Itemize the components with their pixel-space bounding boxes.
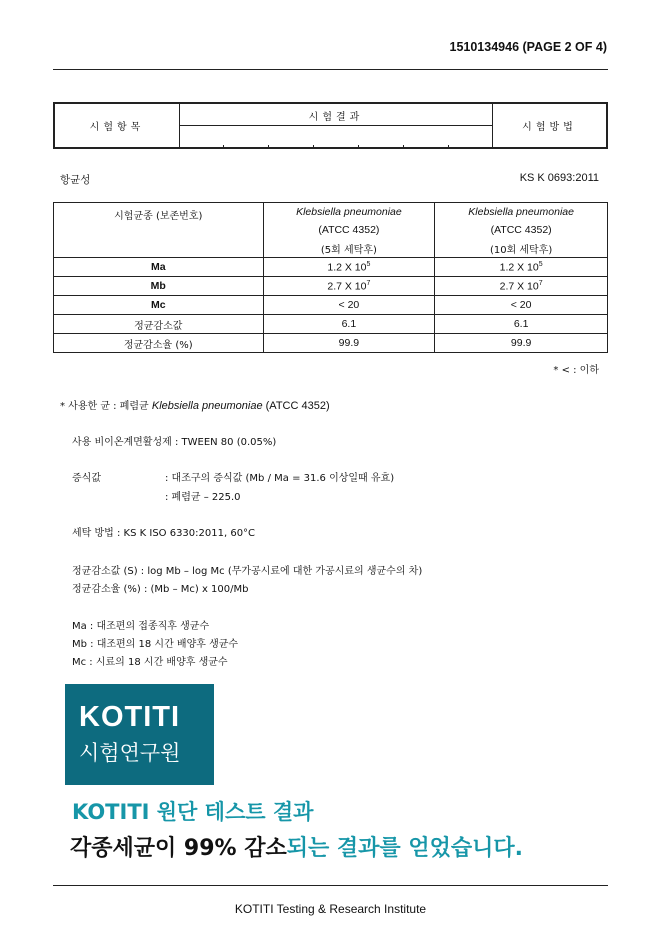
row-value-col1 <box>263 277 435 296</box>
note-organism-name: Klebsiella pneumoniae <box>151 400 263 412</box>
logo-english: KOTITI <box>79 701 181 733</box>
note-growth-line2: : 폐렴균 – 225.0 <box>165 492 241 503</box>
row-value-col1: < 20 <box>263 296 435 315</box>
page-id: 1510134946 (PAGE 2 OF 4) <box>449 40 607 54</box>
row-label: 정균감소값 <box>54 315 264 334</box>
footer-institute: KOTITI Testing & Research Institute <box>234 902 427 916</box>
header-method-label: 시험방법 <box>522 122 577 133</box>
footer-rule <box>53 885 608 886</box>
value-exponent: 5 <box>366 260 371 268</box>
promo-result <box>70 831 523 862</box>
note-wash-method: 세탁 방법 : KS K ISO 6330:2011, 60°C <box>72 528 256 539</box>
value-exponent: 7 <box>538 279 543 287</box>
header-rule <box>53 69 608 70</box>
col1-wash: (5회 세탁후) <box>263 239 435 258</box>
row-value-col2 <box>435 277 608 296</box>
kotiti-logo <box>65 684 214 785</box>
promo-result-dark: 각종세균이 99% 감소 <box>70 836 287 861</box>
footnote-less-than: * < : 이하 <box>553 365 599 376</box>
value-base: 1.2 X 10 <box>499 261 539 274</box>
note-organism-prefix: * 사용한 균 : 폐렴균 <box>60 401 152 412</box>
col1-atcc: (ATCC 4352) <box>263 221 435 239</box>
promo-result-teal: 되는 결과를 얻었습니다. <box>286 836 523 861</box>
row-value-col1: 99.9 <box>263 334 435 353</box>
col2-organism: Klebsiella pneumoniae <box>435 203 608 222</box>
row-value-col2: 6.1 <box>435 315 608 334</box>
header-result-rule <box>179 125 493 126</box>
header-ticks <box>53 145 608 149</box>
value-exponent: 7 <box>366 279 371 287</box>
note-growth-line1: : 대조구의 증식값 (Mb / Ma = 31.6 이상일때 유효) <box>165 473 395 484</box>
note-surfactant: 사용 비이온계면활성제 : TWEEN 80 (0.05%) <box>72 437 277 448</box>
col1-organism: Klebsiella pneumoniae <box>263 203 435 222</box>
value-base: 2.7 X 10 <box>499 280 539 293</box>
row-value-col1 <box>263 258 435 277</box>
row-label: Ma <box>54 258 264 277</box>
table-row <box>54 277 608 296</box>
row-value-col2: < 20 <box>435 296 608 315</box>
note-growth-label: 증식값 <box>72 473 101 484</box>
header-result-label: 시험결과 <box>308 111 364 123</box>
value-base: 1.2 X 10 <box>327 261 367 274</box>
row-label: Mb <box>54 277 264 296</box>
note-mc-definition: Mc : 시료의 18 시간 배양후 생균수 <box>72 657 228 668</box>
col2-atcc: (ATCC 4352) <box>435 221 608 239</box>
table-row <box>54 315 608 334</box>
note-mb-definition: Mb : 대조편의 18 시간 배양후 생균수 <box>72 639 239 650</box>
table-row <box>54 258 608 277</box>
table-head-organism: 시험균종 (보존번호) <box>54 203 264 258</box>
header-item-label: 시험항목 <box>89 122 145 133</box>
note-reduction-value: 정균감소값 (S) : log Mb – log Mc (무가공시료에 대한 가공시료의 생균수의 차) <box>72 566 423 577</box>
logo-korean: 시험연구원 <box>79 741 181 765</box>
note-organism-suffix: (ATCC 4352) <box>262 400 330 412</box>
row-value-col2 <box>435 258 608 277</box>
section-title: 항균성 <box>60 174 91 186</box>
row-value-col1: 6.1 <box>263 315 435 334</box>
col2-wash: (10회 세탁후) <box>435 239 608 258</box>
table-row <box>54 296 608 315</box>
section-standard: KS K 0693:2011 <box>519 172 599 184</box>
table-row <box>54 334 608 353</box>
results-table <box>53 202 608 353</box>
value-base: 2.7 X 10 <box>327 280 367 293</box>
note-organism <box>60 397 330 412</box>
row-label: 정균감소율 (%) <box>54 334 264 353</box>
promo-headline: KOTITI 원단 테스트 결과 <box>72 800 314 824</box>
note-ma-definition: Ma : 대조편의 접종직후 생균수 <box>72 621 210 632</box>
row-value-col2: 99.9 <box>435 334 608 353</box>
note-reduction-rate: 정균감소율 (%) : (Mb – Mc) x 100/Mb <box>72 584 249 595</box>
header-table <box>53 102 608 149</box>
value-exponent: 5 <box>538 260 543 268</box>
row-label: Mc <box>54 296 264 315</box>
